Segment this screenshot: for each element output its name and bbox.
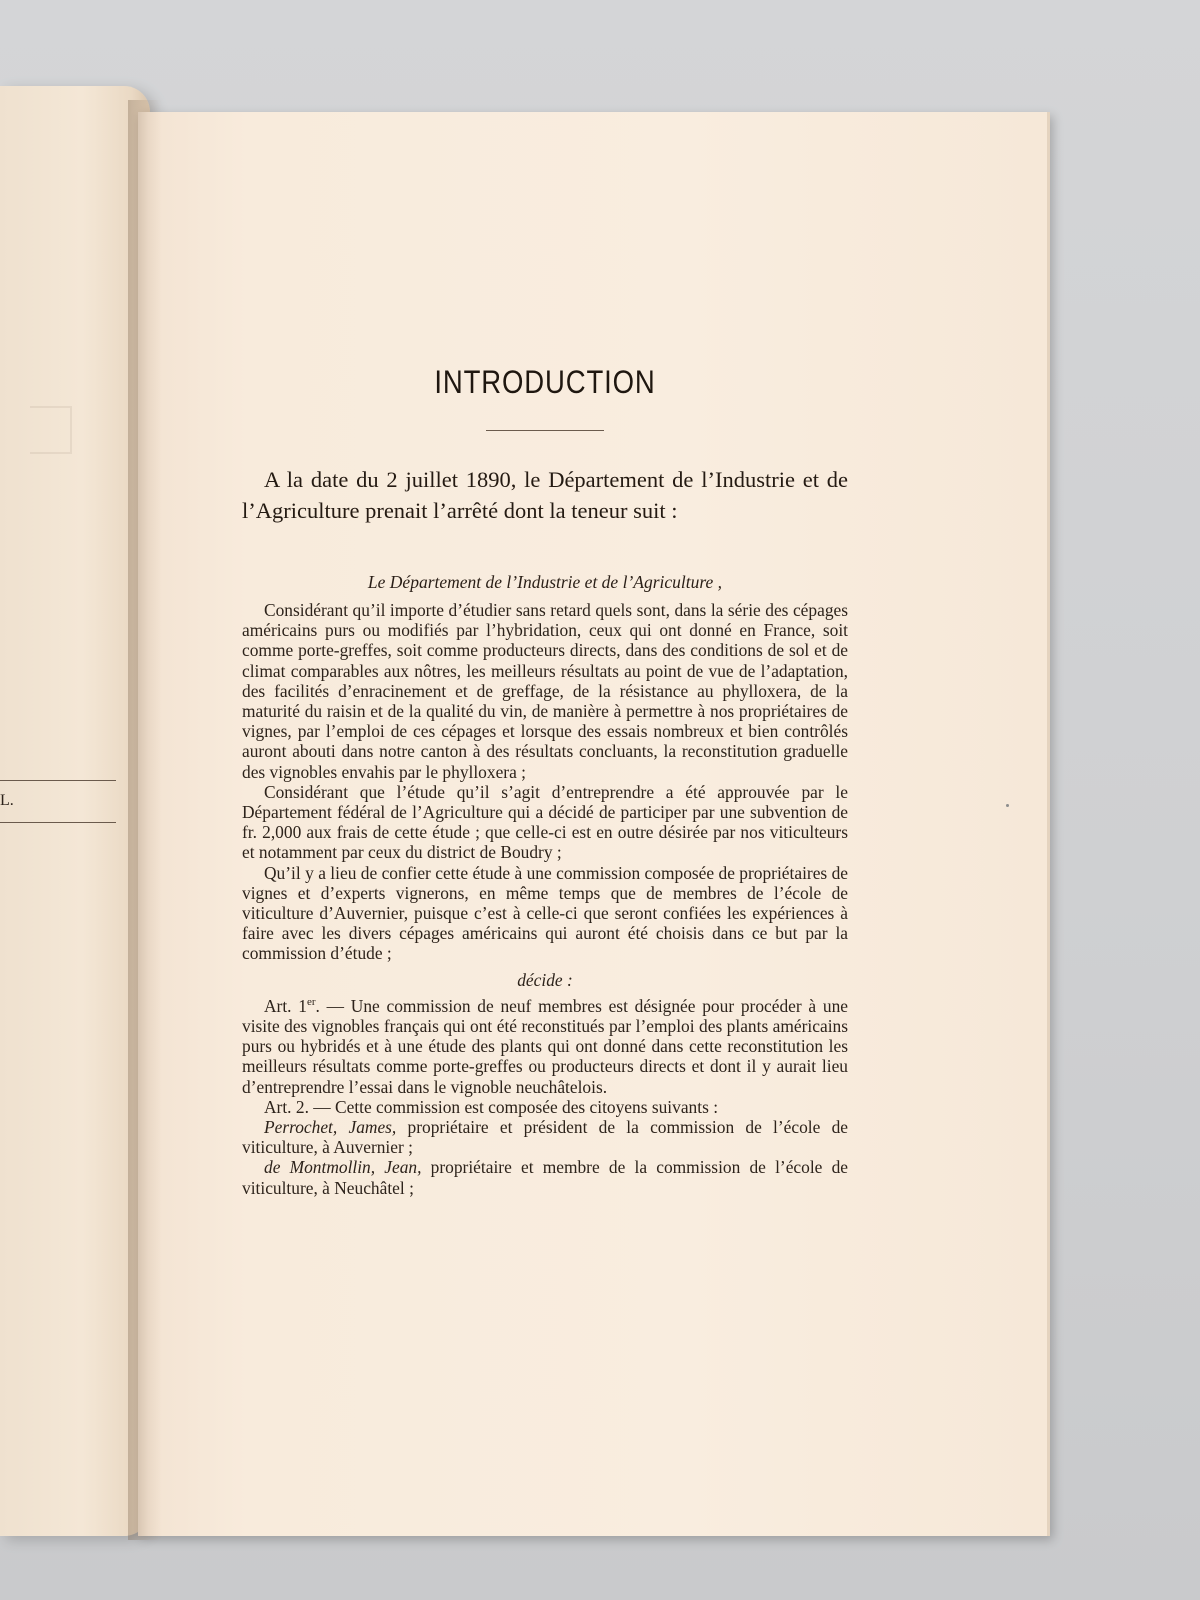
article-2: Art. 2. — Cette commission est composée des citoyens suivants : xyxy=(264,1096,719,1117)
considerant-paragraph-3: Qu’il y a lieu de confier cette étude à une commission composée de propriétaires de vignes et d’experts vignerons, en même temps que de membres de l’école de viticulture d’Auvernier, puisque c’est à celle-ci que seront confiées les expériences à faire avec les divers cépages américains qui auront été choisis dans ce but par la commission d’étude ; xyxy=(242,862,848,964)
left-page-show-through xyxy=(30,406,72,454)
page-speck xyxy=(1006,804,1009,807)
left-page-bottom-rule xyxy=(0,822,116,823)
right-page xyxy=(138,112,1050,1536)
considerant-paragraph-1: Considérant qu’il importe d’étudier sans retard quels sont, dans la série des cépages américains purs ou modifiés par l’hybridation, ceux qui ont donné en France, soit comme porte-greffes, soit comme producteurs directs, dans des conditions de sol et de climat comparables aux nôtres, les meilleurs résultats au point de vue de l’adaptation, des facilités d’enracinement et de greffage, de la résistance au phylloxera, de la maturité du raisin et de la qualité du vin, de manière à permettre à nos propriétaires de vignes, par l’emploi de ces cépages et lorsque des essais nombreux et bien contrôlés auront abouti dans notre canton à des résultats concluants, la reconstitution graduelle des vignobles envahis par le phylloxera ; xyxy=(242,600,848,782)
member-1-name: Perrochet, James, xyxy=(264,1117,397,1138)
considerant-paragraph-2: Considérant que l’étude qu’il s’agit d’entreprendre a été approuvée par le Département fédéral de l’Agriculture qui a décidé de participer par une subvention de fr. 2,000 aux frais de cette étude ; que celle-ci est en outre désirée par nos viticulteurs et notamment par ceux du district de Boudry ; xyxy=(242,781,848,863)
decree-body xyxy=(242,600,848,1198)
page-title: INTRODUCTION xyxy=(434,364,656,400)
title-divider xyxy=(486,430,604,431)
article-1 xyxy=(242,996,848,1097)
intro-paragraph: A la date du 2 juillet 1890, le Département de l’Industrie et de l’Agriculture prenait l’arrêté dont la teneur suit : xyxy=(242,467,848,523)
member-1-text: propriétaire et président de la commission de l’école de viticulture, à Auvernier ; xyxy=(242,1117,848,1158)
decide-heading: décide : xyxy=(517,969,573,990)
member-2-text: propriétaire et membre de la commission de l’école de viticulture, à Neuchâtel ; xyxy=(242,1157,848,1198)
member-2-name: de Montmollin, Jean, xyxy=(264,1157,422,1178)
left-page xyxy=(0,86,150,1536)
left-page-text-fragment: L. xyxy=(0,792,14,809)
decree-heading: Le Département de l’Industrie et de l’Agriculture , xyxy=(367,572,723,592)
page-edge xyxy=(1047,112,1050,1536)
article-1-superscript: er xyxy=(306,996,316,1009)
article-1-text: . — Une commission de neuf membres est désignée pour procéder à une visite des vignobles français qui ont été reconstitués par l’emploi des plants américains purs ou hybridés et à une étude des plants qui ont donné dans cette reconstitution les meilleurs résultats comme porte-greffes ou producteurs directs et dont il y aurait lieu d’entreprendre l’essai dans le vignoble neuchâtelois. xyxy=(242,995,848,1097)
member-2 xyxy=(242,1157,848,1197)
article-1-label: Art. 1 xyxy=(264,995,307,1016)
left-page-top-rule xyxy=(0,780,116,781)
member-1 xyxy=(242,1117,848,1157)
